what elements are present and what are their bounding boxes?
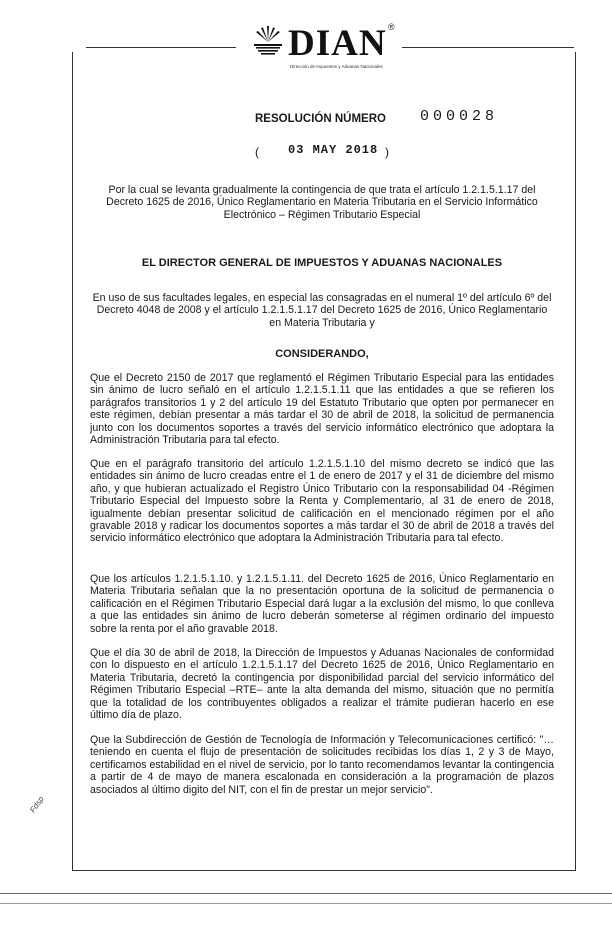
- registered-mark: ®: [388, 22, 395, 32]
- footer-rule: [0, 893, 612, 894]
- header-rule-left: [86, 47, 236, 48]
- considering-heading: CONSIDERANDO,: [275, 348, 369, 360]
- paragraph-3: Que los artículos 1.2.1.5.1.10. y 1.2.1.5.1.11. del Decreto 1625 de 2016, Único Reglamentario en Materia Tributaria señalan que la no presentación oportuna de la solicitud de permanencia o calificación en el Régimen Tributario Especial dará lugar a la exclusión del mismo, lo que conlleva a que las entidades sin ánimo de lucro deberán someterse al régimen ordinario del impuesto sobre la renta por el año gravable 2018.: [90, 573, 554, 635]
- legal-powers: En uso de sus facultades legales, en especial las consagradas en el numeral 1º del artículo 6º del Decreto 4048 de 2008 y el artículo 1.2.1.5.1.17 del Decreto 1625 de 2016, Único Reglamentario en Materia Tributaria y: [92, 292, 552, 329]
- issuing-authority: EL DIRECTOR GENERAL DE IMPUESTOS Y ADUANAS NACIONALES: [141, 257, 503, 269]
- date-close-paren: ): [385, 145, 389, 159]
- date-open-paren: (: [255, 145, 259, 159]
- paragraph-4: Que el día 30 de abril de 2018, la Dirección de Impuestos y Aduanas Nacionales de conformidad con lo dispuesto en el artículo 1.2.1.5.1.17 del Decreto 1625 de 2016, Único Reglamentario en Materia Tributaria, decretó la contingencia por disponibilidad parcial del servicio informático del Régimen Tributario Especial –RTE– ante la alta demanda del mismo, situación que no permitía que la totalidad de los contribuyentes obligados a realizar el trámite pudieran hacerlo en ese último día de plazo.: [90, 647, 554, 722]
- resolution-title: RESOLUCIÓN NÚMERO: [255, 113, 386, 125]
- resolution-number: 000028: [420, 108, 499, 125]
- date-stamp: 03 MAY 2018: [288, 143, 379, 157]
- paragraph-1: Que el Decreto 2150 de 2017 que reglamentó el Régimen Tributario Especial para las entidades sin ánimo de lucro señaló en el artículo 1.2.1.5.1.11 que las entidades a que se refieren los parágrafos transitorios 1 y 2 del artículo 19 del Estatuto Tributario que opten por permanecer en este régimen, debían presentar a más tardar el 30 de abril de 2018, la solicitud de permanencia junto con los documentos soportes a través del servicio informático electrónico que adoptara la Administración Tributaria para tal efecto.: [90, 372, 554, 447]
- brand-wordmark: DIAN: [288, 23, 387, 64]
- header-rule-right: [402, 47, 574, 48]
- footer-rule-lower: [0, 903, 612, 904]
- paragraph-5: Que la Subdirección de Gestión de Tecnología de Información y Telecomunicaciones certificó: "… teniendo en cuenta el flujo de presentación de solicitudes recibidas los días 1, 2 y 3 de Mayo, certificamos estabilidad en el nivel de servicio, por lo tanto recomendamos levantar la contingencia a partir de 4 de mayo de manera escalonada en consideración a la programación de plazos asociados al último digito del NIT, con el fin de prestar un mejor servicio".: [90, 734, 554, 796]
- paragraph-2: Que en el parágrafo transitorio del artículo 1.2.1.5.1.10 del mismo decreto se indicó que las entidades sin ánimo de lucro creadas entre el 1 de enero de 2017 y el 31 de diciembre del mismo año, y que hubieran actualizado el Registro Único Tributario con la responsabilidad 04 -Régimen Tributario Especial del Impuesto sobre la Renta y Complementario, al 31 de enero de 2018, igualmente debían presentar solicitud de calificación en el mencionado régimen por el año gravable 2018 y radicar los documentos soportes a más tardar el 30 de abril de 2018 a través del servicio informático electrónico que adoptara la Administración Tributaria para tal efecto.: [90, 458, 554, 545]
- resolution-subject: Por la cual se levanta gradualmente la contingencia de que trata el artículo 1.2.1.5.1.17 del Decreto 1625 de 2016, Único Reglamentario en Materia Tributaria en el Servicio Informático Electrónico – Régimen Tributario Especial: [106, 184, 538, 221]
- brand-tagline: Dirección de Impuestos y Aduanas Nacionales: [290, 64, 383, 69]
- margin-initials: Fdsp: [28, 794, 46, 815]
